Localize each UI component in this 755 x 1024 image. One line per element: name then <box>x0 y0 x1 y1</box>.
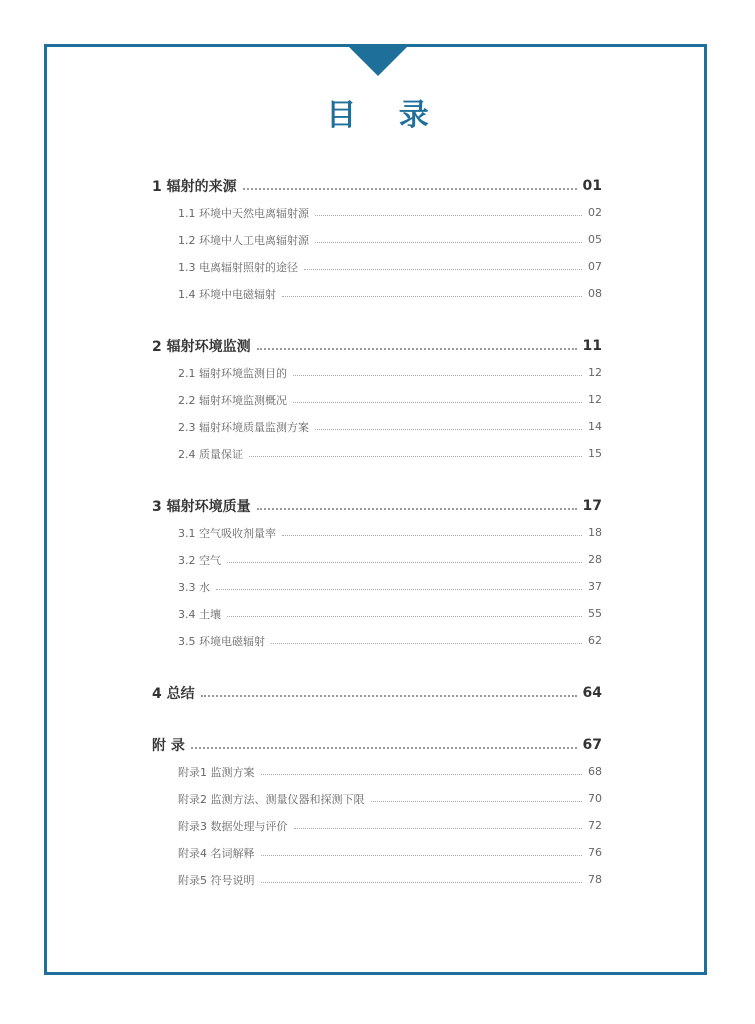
entry-page-number: 12 <box>588 366 602 379</box>
toc-chapter-4[interactable] <box>152 679 602 706</box>
chapter-label: 1 辐射的来源 <box>152 178 237 195</box>
table-of-contents <box>152 172 602 893</box>
toc-entry-3-1[interactable] <box>152 519 602 546</box>
entry-label: 3.2 空气 <box>178 553 221 567</box>
toc-chapter-appendix[interactable] <box>152 731 602 758</box>
toc-entry-3-2[interactable] <box>152 546 602 573</box>
chapter-page-number: 01 <box>582 177 602 194</box>
dot-leader <box>227 616 582 617</box>
entry-label: 3.3 水 <box>178 580 210 594</box>
dot-leader <box>282 296 582 297</box>
dot-leader <box>282 535 582 536</box>
toc-entry-1-2[interactable] <box>152 226 602 253</box>
dot-leader <box>304 269 582 270</box>
entry-page-number: 14 <box>588 420 602 433</box>
dot-leader <box>315 242 582 243</box>
dot-leader <box>315 429 582 430</box>
entry-page-number: 05 <box>588 233 602 246</box>
toc-entry-appendix-3[interactable] <box>152 812 602 839</box>
dot-leader <box>315 215 582 216</box>
dot-leader <box>261 774 583 775</box>
toc-entry-appendix-4[interactable] <box>152 839 602 866</box>
entry-page-number: 28 <box>588 553 602 566</box>
entry-label: 附录3 数据处理与评价 <box>178 819 288 833</box>
entry-label: 3.1 空气吸收剂量率 <box>178 526 276 540</box>
entry-label: 1.3 电离辐射照射的途径 <box>178 260 298 274</box>
chapter-page-number: 17 <box>582 497 602 514</box>
dot-leader <box>261 855 583 856</box>
dot-leader <box>271 643 582 644</box>
entry-label: 3.4 土壤 <box>178 607 221 621</box>
entry-page-number: 76 <box>588 846 602 859</box>
entry-label: 附录1 监测方案 <box>178 765 255 779</box>
dot-leader <box>227 562 582 563</box>
toc-entry-1-3[interactable] <box>152 253 602 280</box>
chapter-label: 2 辐射环境监测 <box>152 338 251 355</box>
entry-label: 2.2 辐射环境监测概况 <box>178 393 287 407</box>
entry-page-number: 15 <box>588 447 602 460</box>
toc-entry-1-4[interactable] <box>152 280 602 307</box>
entry-page-number: 72 <box>588 819 602 832</box>
entry-page-number: 08 <box>588 287 602 300</box>
section-spacer <box>152 467 602 492</box>
dot-leader <box>257 348 577 350</box>
entry-page-number: 55 <box>588 607 602 620</box>
toc-entry-1-1[interactable] <box>152 199 602 226</box>
dot-leader <box>293 375 582 376</box>
chapter-label: 附 录 <box>152 737 185 754</box>
dot-leader <box>243 188 577 190</box>
chapter-page-number: 64 <box>582 684 602 701</box>
entry-label: 附录4 名词解释 <box>178 846 255 860</box>
entry-page-number: 07 <box>588 260 602 273</box>
toc-entry-3-3[interactable] <box>152 573 602 600</box>
dot-leader <box>216 589 582 590</box>
dot-leader <box>201 695 577 697</box>
section-spacer <box>152 307 602 332</box>
toc-entry-appendix-2[interactable] <box>152 785 602 812</box>
entry-label: 2.4 质量保证 <box>178 447 243 461</box>
entry-label: 1.2 环境中人工电离辐射源 <box>178 233 309 247</box>
entry-label: 附录2 监测方法、测量仪器和探测下限 <box>178 792 365 806</box>
entry-page-number: 78 <box>588 873 602 886</box>
entry-page-number: 37 <box>588 580 602 593</box>
toc-entry-3-4[interactable] <box>152 600 602 627</box>
entry-label: 1.1 环境中天然电离辐射源 <box>178 206 309 220</box>
dot-leader <box>257 508 577 510</box>
chapter-page-number: 11 <box>582 337 602 354</box>
entry-label: 2.1 辐射环境监测目的 <box>178 366 287 380</box>
toc-chapter-1[interactable] <box>152 172 602 199</box>
toc-entry-2-4[interactable] <box>152 440 602 467</box>
dot-leader <box>191 747 577 749</box>
toc-entry-appendix-5[interactable] <box>152 866 602 893</box>
chapter-label: 3 辐射环境质量 <box>152 498 251 515</box>
toc-entry-appendix-1[interactable] <box>152 758 602 785</box>
dot-leader <box>371 801 583 802</box>
toc-entry-2-3[interactable] <box>152 413 602 440</box>
entry-label: 2.3 辐射环境质量监测方案 <box>178 420 309 434</box>
entry-label: 附录5 符号说明 <box>178 873 255 887</box>
entry-page-number: 18 <box>588 526 602 539</box>
entry-page-number: 62 <box>588 634 602 647</box>
entry-page-number: 70 <box>588 792 602 805</box>
chapter-label: 4 总结 <box>152 685 195 702</box>
toc-chapter-2[interactable] <box>152 332 602 359</box>
top-notch-decoration <box>346 44 410 76</box>
entry-page-number: 68 <box>588 765 602 778</box>
section-spacer <box>152 654 602 679</box>
dot-leader <box>261 882 583 883</box>
entry-label: 3.5 环境电磁辐射 <box>178 634 265 648</box>
dot-leader <box>294 828 583 829</box>
section-spacer <box>152 706 602 731</box>
entry-page-number: 12 <box>588 393 602 406</box>
page-title: 目 录 <box>326 98 445 133</box>
dot-leader <box>249 456 582 457</box>
chapter-page-number: 67 <box>582 736 602 753</box>
entry-label: 1.4 环境中电磁辐射 <box>178 287 276 301</box>
toc-entry-3-5[interactable] <box>152 627 602 654</box>
toc-entry-2-2[interactable] <box>152 386 602 413</box>
entry-page-number: 02 <box>588 206 602 219</box>
toc-chapter-3[interactable] <box>152 492 602 519</box>
dot-leader <box>293 402 582 403</box>
toc-entry-2-1[interactable] <box>152 359 602 386</box>
